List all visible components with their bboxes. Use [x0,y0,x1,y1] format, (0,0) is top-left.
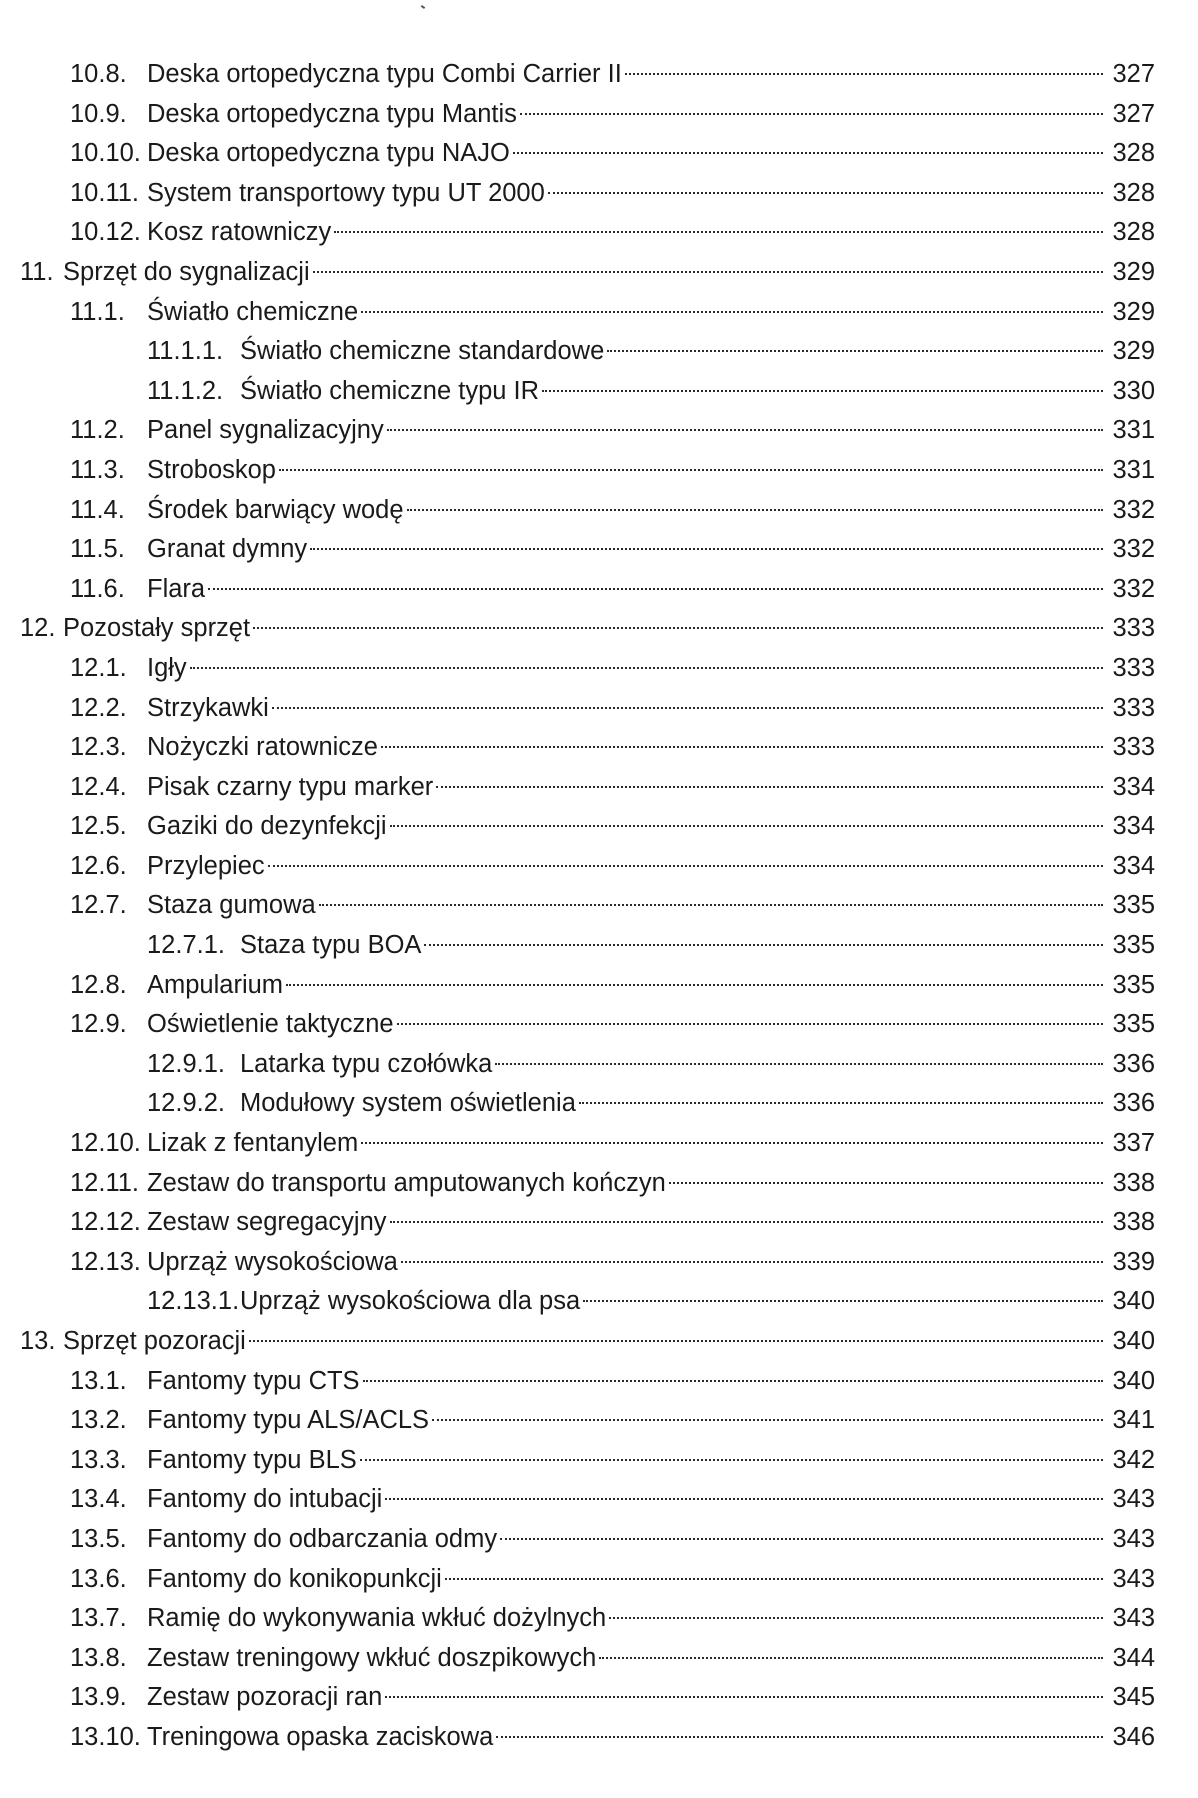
toc-entry-page-number: 345 [1112,1683,1155,1712]
toc-entry-page-number: 343 [1112,1524,1155,1553]
toc-entry-number: 11.1. [70,297,125,326]
toc-entry [20,1005,1155,1045]
dot-leader [361,1142,1103,1144]
toc-entry [20,1322,1155,1362]
toc-entry-title: Środek barwiący wodę [147,495,404,524]
toc-entry [20,95,1155,135]
dot-leader [513,152,1103,154]
dot-leader [609,1617,1103,1619]
toc-entry-number: 13.1. [70,1366,127,1395]
toc-entry-page-number: 338 [1112,1168,1155,1197]
toc-entry [20,1639,1155,1679]
toc-entry-page-number: 335 [1112,1010,1155,1039]
toc-entry-title: Strzykawki [147,693,269,722]
dot-leader [436,786,1103,788]
toc-entry-page-number: 329 [1112,257,1155,286]
toc-entry-page-number: 331 [1112,455,1155,484]
dot-leader [445,1578,1103,1580]
dot-leader [669,1182,1103,1184]
toc-entry [20,768,1155,808]
toc-entry-page-number: 333 [1112,614,1155,643]
toc-entry-title: Ramię do wykonywania wkłuć dożylnych [147,1604,607,1633]
dot-leader [279,469,1103,471]
toc-entry-title: Stroboskop [147,455,276,484]
toc-entry-page-number: 334 [1112,772,1155,801]
dot-leader [401,1261,1103,1263]
toc-entry [20,253,1155,293]
toc-entry-number: 13.9. [70,1683,127,1712]
toc-entry [20,1599,1155,1639]
toc-entry-title: Pozostały sprzęt [63,614,251,643]
toc-entry-number: 13.3. [70,1445,127,1474]
toc-entry-title: Gaziki do dezynfekcji [147,812,387,841]
toc-entry [20,372,1155,412]
toc-entry-page-number: 333 [1112,653,1155,682]
toc-entry-title: Kosz ratowniczy [147,218,332,247]
toc-entry [20,728,1155,768]
toc-entry-number: 13.5. [70,1524,127,1553]
toc-entry-page-number: 334 [1112,851,1155,880]
toc-entry-title: Flara [147,574,206,603]
dot-leader [583,1300,1103,1302]
toc-entry [20,293,1155,333]
dot-leader [208,588,1103,590]
toc-entry-title: Uprząż wysokościowa [147,1247,398,1276]
toc-entry-page-number: 340 [1112,1287,1155,1316]
toc-entry [20,1678,1155,1718]
toc-entry-page-number: 328 [1112,218,1155,247]
toc-entry-title: Fantomy do intubacji [147,1485,383,1514]
dot-leader [407,509,1103,511]
toc-entry-number: 13.6. [70,1564,127,1593]
toc-entry-title: Fantomy do odbarczania odmy [147,1524,498,1553]
toc-entry-title: Sprzęt pozoracji [63,1327,246,1355]
toc-entry-page-number: 340 [1112,1366,1155,1395]
dot-leader [387,429,1103,431]
toc-entry [20,1441,1155,1481]
toc-entry-page-number: 327 [1112,60,1155,88]
toc-entry [20,886,1155,926]
toc-entry-number: 12.13. [70,1247,141,1276]
toc-entry-number: 12.13.1. [147,1287,240,1316]
toc-entry-page-number: 341 [1112,1406,1155,1435]
toc-entry-number: 13.10. [70,1722,141,1751]
toc-entry-number: 11.1.1. [147,337,224,366]
toc-entry [20,570,1155,610]
toc-entry-title: Treningowa opaska zaciskowa [147,1722,494,1751]
dot-leader [397,1023,1103,1025]
toc-entry-page-number: 330 [1112,376,1155,405]
toc-entry [20,1480,1155,1520]
toc-entry [20,1045,1155,1085]
toc-entry [20,847,1155,887]
dot-leader [360,1459,1103,1461]
toc-entry-title: Nożyczki ratownicze [147,733,378,762]
toc-entry [20,451,1155,491]
dot-leader [363,1380,1103,1382]
toc-entry-title: Staza gumowa [147,891,316,920]
toc-entry [20,1362,1155,1402]
dot-leader [272,707,1103,709]
toc-entry-page-number: 346 [1112,1722,1155,1751]
toc-entry [20,411,1155,451]
toc-entry [20,332,1155,372]
dot-leader [548,192,1103,194]
toc-entry-number: 12.1. [70,653,127,682]
toc-entry-number: 12. [20,614,56,643]
toc-entry-page-number: 335 [1112,891,1155,920]
toc-entry-page-number: 328 [1112,178,1155,207]
toc-entry [20,1203,1155,1243]
dot-leader [542,390,1103,392]
dot-leader [334,231,1103,233]
toc-entry [20,1084,1155,1124]
toc-entry-page-number: 335 [1112,931,1155,960]
toc-entry-page-number: 338 [1112,1208,1155,1237]
toc-entry-number: 11.3. [70,455,125,484]
dot-leader [381,746,1103,748]
dot-leader [607,350,1103,352]
toc-entry-number: 13. [20,1327,56,1355]
toc-entry-title: Latarka typu czołówka [240,1049,493,1078]
toc-entry-page-number: 333 [1112,693,1155,722]
toc-entry-number: 12.4. [70,772,127,801]
toc-entry [20,1401,1155,1441]
toc-entry-page-number: 343 [1112,1564,1155,1593]
toc-entry-title: Fantomy typu ALS/ACLS [147,1406,430,1435]
toc-entry [20,807,1155,847]
toc-entry-page-number: 329 [1112,337,1155,366]
toc-entry-page-number: 332 [1112,574,1155,603]
dot-leader [253,627,1103,629]
toc-entry [20,1520,1155,1560]
toc-entry-title: Panel sygnalizacyjny [147,416,384,445]
toc-entry-number: 12.10. [70,1129,141,1158]
toc-entry-title: Światło chemiczne typu IR [240,376,540,405]
table-of-contents [20,55,1155,1758]
toc-entry-number: 12.6. [70,851,127,880]
toc-entry-number: 10.11. [70,178,140,207]
toc-entry-title: Sprzęt do sygnalizacji [63,257,310,286]
dot-leader [190,667,1103,669]
toc-entry [20,1718,1155,1758]
toc-entry [20,174,1155,214]
toc-entry [20,55,1155,95]
toc-entry-title: Deska ortopedyczna typu NAJO [147,139,510,168]
toc-entry-page-number: 339 [1112,1247,1155,1276]
dot-leader [424,944,1103,946]
toc-entry-number: 12.11. [70,1168,140,1197]
toc-entry-title: Pisak czarny typu marker [147,772,434,801]
toc-entry-page-number: 337 [1112,1129,1155,1158]
toc-entry-page-number: 334 [1112,812,1155,841]
toc-entry-number: 11.6. [70,574,125,603]
toc-entry [20,491,1155,531]
toc-entry [20,926,1155,966]
toc-entry-number: 11.5. [70,535,125,564]
toc-entry-page-number: 336 [1112,1049,1155,1078]
toc-entry-number: 12.9.1. [147,1049,225,1078]
dot-leader [249,1340,1103,1342]
toc-entry-number: 11.2. [70,416,125,445]
toc-entry-number: 10.10. [70,139,141,168]
toc-entry-page-number: 336 [1112,1089,1155,1118]
toc-entry-title: System transportowy typu UT 2000 [147,178,545,207]
toc-entry-number: 12.7. [70,891,127,920]
toc-entry-number: 11. [20,257,54,286]
toc-entry-title: Przylepiec [147,851,265,880]
toc-entry-page-number: 342 [1112,1445,1155,1474]
toc-entry-number: 12.9.2. [147,1089,225,1118]
scan-speck [421,5,425,9]
dot-leader [310,548,1103,550]
toc-entry-title: Zestaw segregacyjny [147,1208,387,1237]
toc-entry-page-number: 331 [1112,416,1155,445]
toc-entry-number: 12.7.1. [147,931,225,960]
toc-entry [20,1124,1155,1164]
dot-leader [390,1221,1103,1223]
toc-entry [20,213,1155,253]
toc-entry-number: 13.7. [70,1604,127,1633]
toc-entry-title: Deska ortopedyczna typu Mantis [147,99,517,128]
toc-entry-page-number: 332 [1112,535,1155,564]
toc-entry-title: Staza typu BOA [240,931,422,960]
toc-entry-title: Fantomy do konikopunkcji [147,1564,442,1593]
dot-leader [599,1657,1103,1659]
toc-entry-number: 12.2. [70,693,127,722]
toc-entry-page-number: 343 [1112,1604,1155,1633]
toc-entry-title: Zestaw pozoracji ran [147,1683,383,1712]
toc-entry-number: 10.8. [70,60,127,88]
toc-entry-number: 13.2. [70,1406,127,1435]
dot-leader [432,1419,1103,1421]
toc-entry-number: 12.5. [70,812,127,841]
toc-entry-number: 13.8. [70,1643,127,1672]
toc-entry [20,966,1155,1006]
dot-leader [625,73,1103,75]
toc-entry-page-number: 335 [1112,970,1155,999]
toc-entry-number: 11.1.2. [147,376,224,405]
toc-entry-page-number: 343 [1112,1485,1155,1514]
dot-leader [496,1736,1103,1738]
toc-entry-number: 10.9. [70,99,127,128]
toc-entry-number: 12.12. [70,1208,141,1237]
toc-entry-title: Fantomy typu BLS [147,1445,357,1474]
toc-entry-title: Igły [147,653,187,682]
toc-entry-page-number: 329 [1112,297,1155,326]
toc-entry-page-number: 332 [1112,495,1155,524]
toc-entry-page-number: 327 [1112,99,1155,128]
toc-entry [20,1243,1155,1283]
toc-entry-page-number: 344 [1112,1643,1155,1672]
toc-entry [20,1164,1155,1204]
dot-leader [286,984,1103,986]
toc-entry-title: Lizak z fentanylem [147,1129,359,1158]
toc-entry-title: Światło chemiczne standardowe [240,337,605,366]
dot-leader [319,904,1103,906]
dot-leader [500,1538,1103,1540]
dot-leader [361,311,1103,313]
toc-entry [20,134,1155,174]
dot-leader [268,865,1103,867]
toc-entry [20,1560,1155,1600]
toc-entry-title: Zestaw do transportu amputowanych kończyn [147,1168,666,1197]
toc-entry-page-number: 340 [1112,1327,1155,1355]
toc-entry-title: Uprząż wysokościowa dla psa [240,1287,581,1316]
toc-entry [20,1282,1155,1322]
toc-entry [20,649,1155,689]
toc-entry-page-number: 328 [1112,139,1155,168]
toc-entry-page-number: 333 [1112,733,1155,762]
toc-entry-title: Światło chemiczne [147,297,359,326]
toc-entry-title: Deska ortopedyczna typu Combi Carrier II [147,60,622,88]
toc-entry-number: 12.9. [70,1010,127,1039]
toc-entry-number: 13.4. [70,1485,127,1514]
dot-leader [385,1696,1103,1698]
toc-entry [20,530,1155,570]
dot-leader [385,1498,1103,1500]
toc-entry-title: Zestaw treningowy wkłuć doszpikowych [147,1643,597,1672]
dot-leader [579,1102,1103,1104]
toc-entry-title: Modułowy system oświetlenia [240,1089,576,1118]
toc-entry-title: Ampularium [147,970,284,999]
toc-entry-number: 11.4. [70,495,125,524]
dot-leader [520,113,1103,115]
toc-entry [20,689,1155,729]
toc-entry-number: 12.3. [70,733,127,762]
dot-leader [495,1063,1103,1065]
dot-leader [390,825,1103,827]
toc-entry [20,609,1155,649]
toc-entry-number: 12.8. [70,970,127,999]
toc-entry-number: 10.12. [70,218,141,247]
toc-entry-title: Fantomy typu CTS [147,1366,360,1395]
toc-entry-title: Oświetlenie taktyczne [147,1010,394,1039]
toc-entry-title: Granat dymny [147,535,308,564]
dot-leader [313,271,1103,273]
